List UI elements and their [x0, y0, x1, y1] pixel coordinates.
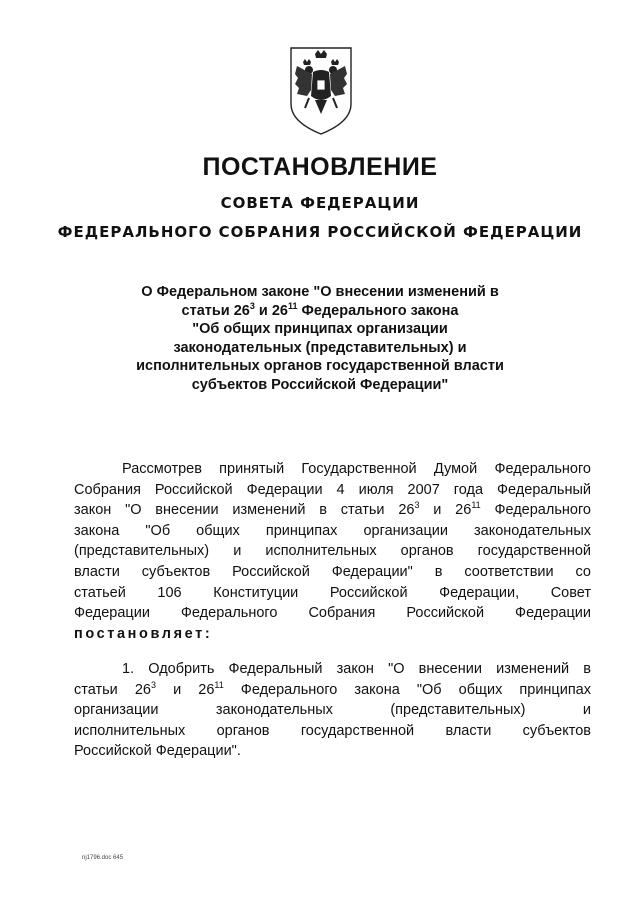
subject-line: субъектов Российской Федерации" — [191, 376, 449, 393]
paragraph-line: закон "О внесении изменений в статьи $26^3$ и $26^{11}$ Федерального — [74, 500, 591, 519]
document-title: ПОСТАНОВЛЕНИЕ — [202, 153, 438, 181]
paragraph-line: Федерации Федерального Собрания Российской Федерации — [74, 605, 591, 622]
paragraph-line: 1. Одобрить Федеральный закон "О внесении изменений в — [122, 661, 591, 677]
subject-line: законодательных (представительных) и — [173, 339, 467, 356]
resolution-subject — [95, 283, 545, 394]
paragraph-line: исполнительных органов государственной власти субъектов — [74, 722, 591, 739]
preamble-paragraph — [74, 459, 591, 644]
subject-line: О Федеральном законе "О внесении изменений в — [141, 284, 499, 300]
resolves-keyword: постановляет: — [74, 625, 213, 642]
paragraph-line: (представительных) и исполнительных органов государственной — [74, 543, 591, 560]
clause-1-paragraph — [74, 659, 591, 762]
paragraph-line: власти субъектов Российской Федерации" в соответствии со — [74, 563, 591, 580]
paragraph-line: закона "Об общих принципах организации законодательных — [74, 522, 591, 539]
paragraph-line: организации законодательных (представительных) и — [74, 702, 591, 719]
paragraph-line: статьи $26^3$ и $26^{11}$ Федерального закона "Об общих принципах — [74, 679, 591, 698]
document-subtitle-assembly: ФЕДЕРАЛЬНОГО СОБРАНИЯ РОССИЙСКОЙ ФЕДЕРАЦИИ — [57, 223, 583, 241]
subject-line: исполнительных органов государственной власти — [136, 358, 504, 374]
paragraph-line: Рассмотрев принятый Государственной Думой Федерального — [122, 461, 591, 477]
document-file-reference: nj1796.doc 645 — [82, 855, 124, 861]
coat-of-arms-icon — [285, 44, 357, 136]
paragraph-line: статьей 106 Конституции Российской Федерации, Совет — [74, 584, 591, 601]
subject-line: "Об общих принципах организации — [192, 321, 448, 337]
paragraph-line: Российской Федерации". — [74, 743, 241, 760]
document-subtitle-council: СОВЕТА ФЕДЕРАЦИИ — [220, 194, 420, 212]
subject-line: статьи $26^3$ и $26^{11}$ Федерального закона — [181, 300, 459, 319]
paragraph-line: Собрания Российской Федерации 4 июля 2007 года Федеральный — [74, 481, 591, 498]
